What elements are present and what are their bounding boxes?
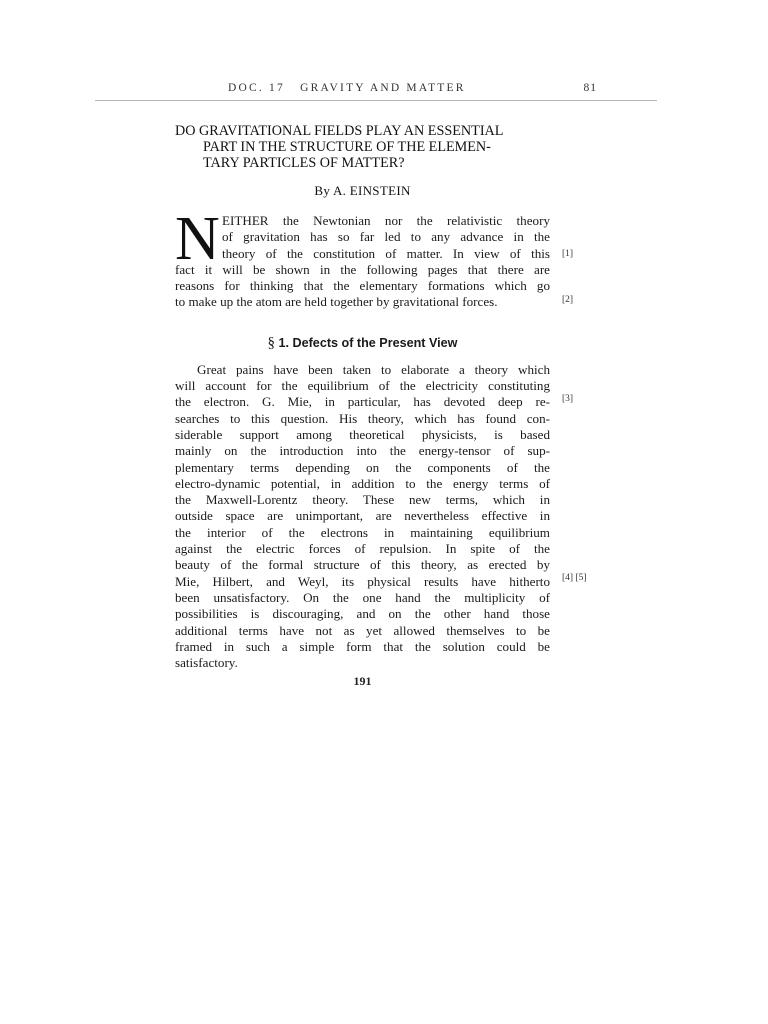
text-line: satisfactory. [175,655,238,671]
section-symbol: § [267,334,276,351]
text-line: mainly on the introduction into the energy-tensor of sup- [175,443,550,459]
text-line: beauty of the formal structure of this theory, as erected by [175,557,550,573]
margin-note: [4] [5] [562,573,587,583]
text-line: fact it will be shown in the following pages that there are [175,261,550,277]
running-head [95,82,657,100]
title-line: TARY PARTICLES OF MATTER? [203,155,405,171]
intro-paragraph [175,205,550,311]
running-title: DOC. 17 GRAVITY AND MATTER [228,82,466,94]
text-line: framed in such a simple form that the solution could be [175,638,550,654]
text-line: searches to this question. His theory, which has found con- [175,410,550,426]
body-paragraph [175,362,550,672]
text-line: EITHER the Newtonian nor the relativistic theory [222,213,550,228]
text-line: been unsatisfactory. On the one hand the multiplicity of [175,589,550,605]
text-line: Great pains have been taken to elaborate a theory which [197,361,550,377]
text-line: siderable support among theoretical physicists, is based [175,426,550,442]
text-line: theory of the constitution of matter. In view of this [222,245,550,261]
text-line: Mie, Hilbert, and Weyl, its physical results have hitherto [175,573,550,589]
text-line: additional terms have not as yet allowed themselves to be [175,622,550,638]
text-line: outside space are unimportant, are nevertheless effective in [175,508,550,524]
byline: By A. EINSTEIN [314,183,411,198]
margin-note: [1] [562,249,574,259]
margin-note: [3] [562,394,574,404]
text-line: possibilities is discouraging, and on the other hand those [175,606,550,622]
text-line: the electron. G. Mie, in particular, has devoted deep re- [175,394,550,410]
title-line: PART IN THE STRUCTURE OF THE ELEMEN- [203,139,491,155]
page-number: 81 [583,82,597,94]
text-line: the Maxwell-Lorentz theory. These new terms, which in [175,492,550,508]
title-line: DO GRAVITATIONAL FIELDS PLAY AN ESSENTIAL [175,123,504,139]
margin-note: [2] [562,295,574,305]
drop-cap: N [175,205,220,273]
header-rule [95,100,657,101]
text-line: reasons for thinking that the elementary formations which go [175,278,550,294]
text-line: to make up the atom are held together by gravitational forces. [175,294,498,310]
section-heading [175,335,550,352]
article [175,123,550,689]
text-line: electro-dynamic potential, in addition to the energy terms of [175,475,550,491]
folio-number: 191 [353,674,372,689]
text-line: plementary terms depending on the components of the [175,459,550,475]
text-line: will account for the equilibrium of the electricity constituting [175,378,550,394]
section-heading-text: 1. Defects of the Present View [278,335,458,350]
article-title [175,123,550,171]
text-line: against the electric forces of repulsion. In spite of the [175,541,550,557]
text-line: of gravitation has so far led to any advance in the [222,229,550,245]
text-line: the interior of the electrons in maintaining equilibrium [175,524,550,540]
